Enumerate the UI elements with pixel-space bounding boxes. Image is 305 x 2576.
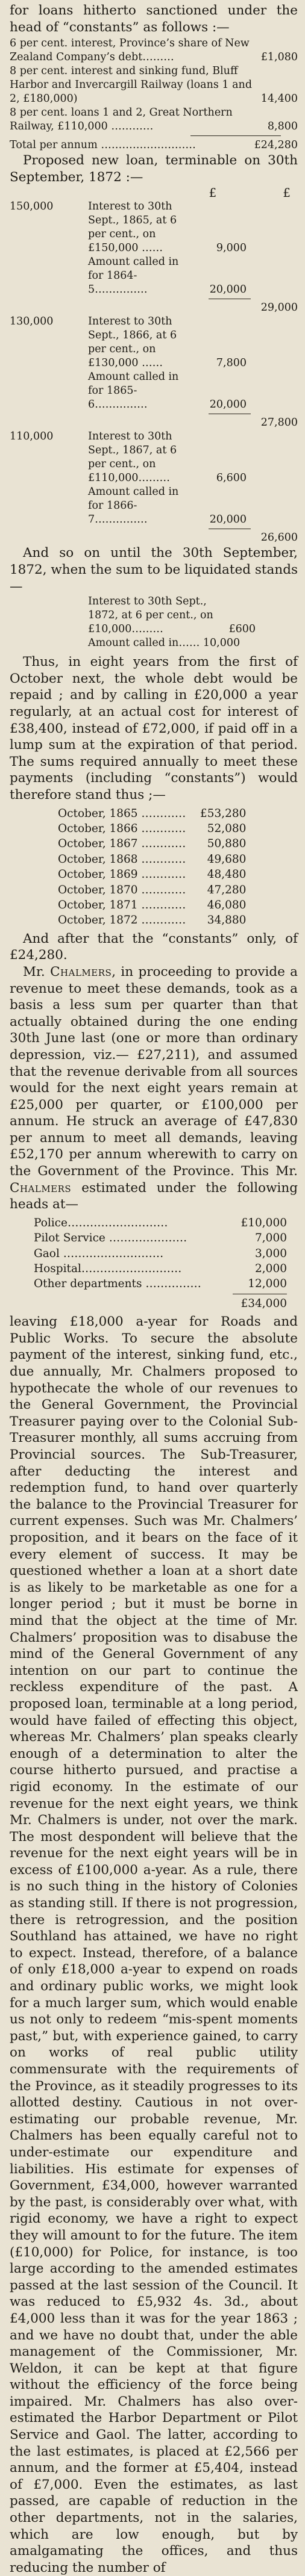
year-label: October, 1871 ………… xyxy=(58,898,186,911)
total-value: £24,280 xyxy=(254,139,298,152)
constants-total-row xyxy=(10,138,298,152)
head-row xyxy=(34,1261,287,1276)
expenditure-heads-table xyxy=(34,1215,287,1311)
loan-row-value: 20,000 xyxy=(209,399,247,411)
year-label: October, 1868 ………… xyxy=(58,852,186,866)
loan-row-value: 9,000 xyxy=(216,242,247,255)
year-row xyxy=(58,852,247,867)
loan-block xyxy=(10,315,298,430)
year-value: £53,280 xyxy=(200,807,247,820)
head-label: Pilot Service ………………… xyxy=(34,1232,187,1245)
constants-label: 6 per cent. interest, Province’s share of New Zealand Company’s debt……… xyxy=(10,37,250,64)
head-value: 3,000 xyxy=(255,1247,287,1260)
head-label: Hospital……………………… xyxy=(34,1262,182,1276)
constants-row xyxy=(10,37,298,64)
head-row xyxy=(34,1231,287,1246)
year-row xyxy=(58,821,247,836)
year-label: October, 1866 ………… xyxy=(58,822,186,835)
proposed-paragraph: Proposed new loan, terminable on 30th September, 1872 :— xyxy=(10,153,298,185)
after-paragraph: And after that the “constants” only, of £24,280. xyxy=(10,931,298,963)
text-run: estimated under the following heads at— xyxy=(10,1180,298,1212)
sum-rule xyxy=(190,135,281,136)
constants-row xyxy=(10,64,298,106)
loan-row-text: Amount called in for 1864-5…………… xyxy=(88,256,179,296)
loan-principal: 110,000 xyxy=(10,430,54,443)
constants-label: 8 per cent. loans 1 and 2, Great Northern Railway, £110,000 ………… xyxy=(10,107,233,133)
text-run: Mr. xyxy=(275,1164,298,1179)
total-label: Total per annum ……………………… xyxy=(10,139,196,152)
year-label: October, 1869 ………… xyxy=(58,868,186,881)
head-row xyxy=(34,1276,287,1291)
year-row xyxy=(58,883,247,898)
year-label: October, 1867 ………… xyxy=(58,837,186,851)
head-value: 2,000 xyxy=(255,1262,287,1276)
loan-total: 29,000 xyxy=(260,302,298,314)
final-loan-block xyxy=(10,595,298,650)
year-label: October, 1870 ………… xyxy=(58,883,186,896)
annual-sums-table xyxy=(58,806,247,928)
loan-row-text: Amount called in for 1865-6…………… xyxy=(88,371,179,411)
year-row xyxy=(58,836,247,851)
loan-block xyxy=(10,200,298,315)
year-value: 46,080 xyxy=(207,898,247,911)
loan-row-value: 7,800 xyxy=(216,357,247,370)
name-smallcaps: Chalmers xyxy=(50,964,112,979)
currency-symbol: £ xyxy=(209,185,217,200)
constants-value: 8,800 xyxy=(267,120,298,133)
head-label: Police……………………… xyxy=(34,1216,168,1229)
head-value: 12,000 xyxy=(248,1277,287,1291)
final-loan-called: Amount called in…… 10,000 xyxy=(88,637,241,650)
year-value: 34,880 xyxy=(207,914,247,927)
constants-value: 14,400 xyxy=(260,93,298,105)
head-label: Gaol ……………………… xyxy=(34,1247,164,1260)
year-row xyxy=(58,806,247,821)
loan-principal: 130,000 xyxy=(10,315,54,328)
intro-paragraph: for loans hitherto sanctioned under the head of “constants” as follows :— xyxy=(10,3,298,35)
head-row xyxy=(34,1215,287,1231)
heads-total-row xyxy=(34,1296,287,1311)
thus-paragraph: Thus, in eight years from the first of October next, the whole debt would be repaid ; and by calling in £20,000 a year regularly, at an actual cost for interest of £38,400, instead of £72,000, if paid off in a lump sum at the expiration of that period. The sums required annually to meet these payments (including “constants”) would therefore stand thus ;— xyxy=(10,654,298,802)
text-run: Mr. xyxy=(23,964,51,979)
constants-row xyxy=(10,106,298,134)
name-smallcaps: Chalmers xyxy=(10,1180,72,1196)
year-row xyxy=(58,867,247,882)
loan-row-value: 6,600 xyxy=(216,472,247,485)
final-loan-value: £600 xyxy=(228,623,256,636)
year-row xyxy=(58,898,247,913)
and-so-on-paragraph: And so on until the 30th September, 1872, when the sum to be liquidated stands— xyxy=(10,545,298,594)
head-row xyxy=(34,1246,287,1261)
loan-row-text: Amount called in for 1866-7…………… xyxy=(88,486,179,526)
year-value: 49,680 xyxy=(207,852,247,866)
year-value: 52,080 xyxy=(207,822,247,835)
head-value: £10,000 xyxy=(241,1216,287,1229)
currency-header xyxy=(10,185,298,200)
text-run: , in proceeding to provide a revenue to meet these demands, took as a basis a less sum per quarter than that actually obtained during the one ending 30th June last (one or more than ordinary depression, viz.— £27,211), and assumed that the revenue derivable from all sources would for the next eight years remain at £25,000 per quarter, or £100,000 per annum. He struck an average of £47,830 per annum to meet all demands, leaving £52,170 per annum wherewith to carry on the Government of the Province. This xyxy=(10,964,298,1179)
year-value: 47,280 xyxy=(207,883,247,896)
currency-symbol: £ xyxy=(283,185,291,200)
constants-value: £1,080 xyxy=(260,51,298,64)
constants-table xyxy=(10,37,298,152)
loan-principal: 150,000 xyxy=(10,200,54,213)
loan-row-text: Interest to 30th Sept., 1867, at 6 per cent., on £110,000……… xyxy=(88,430,177,485)
year-value: 50,880 xyxy=(207,837,247,851)
constants-label: 8 per cent. interest and sinking fund, Bluff Harbor and Invercargill Railway (loans 1 and 2, £180,000) xyxy=(10,65,253,105)
chalmers-paragraph xyxy=(10,964,298,1213)
loan-total: 27,800 xyxy=(260,417,298,429)
year-label: October, 1872 ………… xyxy=(58,914,186,927)
head-value: 7,000 xyxy=(255,1232,287,1245)
year-value: 48,480 xyxy=(207,868,247,881)
loan-block xyxy=(10,430,298,545)
year-row xyxy=(58,913,247,928)
leaving-paragraph: leaving £18,000 a-year for Roads and Public Works. To secure the absolute payment of the interest, sinking fund, etc., due annually, Mr. Chalmers proposed to hypothecate the whole of our revenues to the General Government, the Provincial Treasurer paying over to the Colonial Sub-Treasurer monthly, all sums accruing from Provincial sources. The Sub-Treasurer, after deducting the interest and redemption fund, to hand over quarterly the balance to the Provincial Treasurer for current expenses. Such was Mr. Chalmers’ proposition, and it bears on the face of it every element of success. It may be questioned whether a loan at a short date is as likely to be marketable as one for a longer period ; but it must be borne in mind that the object at the time of Mr. Chalmers’ proposition was to disabuse the mind of the General Government of any intention on our part to continue the reckless expenditure of the past. A proposed loan, terminable at a long period, would have failed of effecting this object, whereas Mr. Chalmers’ plan speaks clearly enough of a determination to alter the course hitherto pursued, and practise a rigid economy. In the estimate of our revenue for the next eight years, we think Mr. Chalmers is under, not over the mark. The most despondent will believe that the revenue for the next eight years will be in excess of £100,000 a-year. As a rule, there is no such thing in the history of Colonies as standing still. If there is not progression, there is retrogression, and the position Southland has attained, we have no right to expect. Instead, therefore, of a balance of only £18,000 a-year to expend on roads and ordinary public works, we might look for a much larger sum, which would enable us not only to redeem “mis-spent moments past,” but, with experience gained, to carry on works of real public utility commensurate with the requirements of the Province, as it steadily progresses to its allotted destiny. Cautious in not over-estimating our probable revenue, Mr. Chalmers has been equally careful not to under-estimate our expenditure and liabilities. His estimate for expenses of Government, £34,000, however warranted by the past, is considerably over what, with rigid economy, we have a right to expect they will amount to for the future. The item (£10,000) for Police, for instance, is too large according to the amended estimates passed at the last session of the Council. It was reduced to £5,932 4s. 3d., about £4,000 less than it was for the year 1863 ; and we have no doubt that, under the able management of the Commissioner, Mr. Weldon, it can be kept at that figure without the efficiency of the force being impaired. Mr. Chalmers has also over-estimated the Harbor Department or Pilot Service and Gaol. The latter, according to the last estimates, is placed at £2,566 per annum, and the former at £5,404, instead of £7,000. Even the estimates, as last passed, are capable of reduction in the other departments, not in the salaries, which are low enough, but by amalgamating the offices, and thus reducing the number of xyxy=(10,1314,298,2575)
loan-row-text: Interest to 30th Sept., 1865, at 6 per cent., on £150,000 …… xyxy=(88,200,177,255)
head-label: Other departments …………… xyxy=(34,1277,201,1291)
loan-row-value: 20,000 xyxy=(209,514,247,526)
final-loan-text: Interest to 30th Sept., 1872, at 6 per cent., on £10,000……… xyxy=(88,595,213,636)
loan-total: 26,600 xyxy=(260,532,298,544)
heads-total: £34,000 xyxy=(241,1297,287,1310)
year-label: October, 1865 ………… xyxy=(58,807,186,820)
loan-row-value: 20,000 xyxy=(209,284,247,296)
loan-row-text: Interest to 30th Sept., 1866, at 6 per cent., on £130,000 …… xyxy=(88,315,177,370)
